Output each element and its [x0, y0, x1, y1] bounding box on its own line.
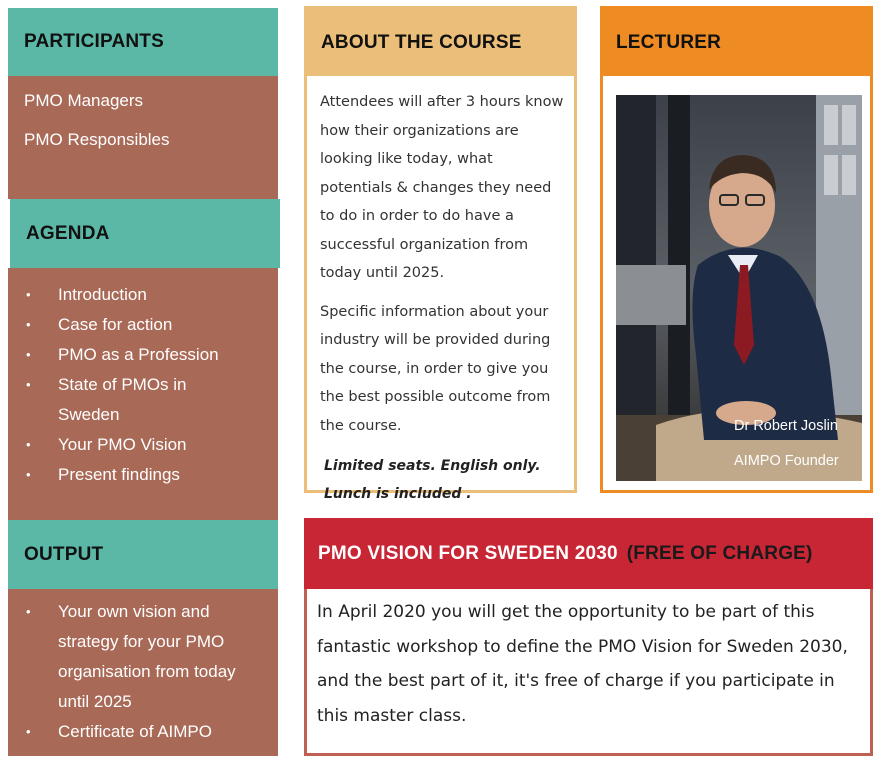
vision-text: In April 2020 you will get the opportunity to be part of this fantastic workshop to define the PMO Vision for Sweden 2030, and the best part of it, it's free of charge if you participate in this master class. [317, 602, 848, 726]
vision-card [304, 518, 873, 756]
agenda-item: • PMO as a Profession [8, 340, 278, 370]
agenda-item: • Present findings [8, 460, 278, 490]
output-item: • Certificate of AIMPO [8, 717, 278, 747]
agenda-item: • Case for action [8, 310, 278, 340]
about-paragraph-2: Specific information about your industry will be provided during the course, in order to give you the best possible outcome from the course. [320, 303, 551, 434]
about-note-lunch: Lunch is included . [324, 486, 472, 502]
about-card [304, 6, 577, 502]
participants-title: PARTICIPANTS [24, 31, 164, 52]
lecturer-header [603, 9, 870, 76]
lecturer-card [600, 6, 873, 493]
about-notes [307, 440, 574, 508]
output-title: OUTPUT [24, 543, 104, 565]
output-header [8, 520, 278, 589]
output-list [8, 597, 278, 747]
agenda-item: • Introduction [8, 280, 278, 310]
about-paragraph-1: Attendees will after 3 hours know how their organizations are looking like today, what potentials & changes they need to do in order to do have a successful organization from today until 2025. [320, 94, 564, 281]
agenda-item: • Your PMO Vision [8, 430, 278, 460]
about-body [307, 76, 574, 440]
lecturer-title: LECTURER [616, 31, 722, 53]
output-item: • Your own vision and strategy for your PMO organisation from today until 2025 [8, 597, 278, 717]
participant-item: PMO Responsibles [24, 130, 170, 149]
agenda-title: AGENDA [26, 222, 110, 244]
vision-header [304, 518, 873, 589]
lecturer-photo [616, 95, 862, 481]
lecturer-role: AIMPO Founder [734, 453, 839, 469]
lecturer-name: Dr Robert Joslin [734, 418, 838, 434]
vision-subtitle: (FREE OF CHARGE) [626, 542, 813, 564]
agenda-list [8, 280, 278, 490]
about-title: ABOUT THE COURSE [321, 31, 522, 53]
agenda-item: • State of PMOs in Sweden [8, 370, 278, 430]
about-header [307, 9, 574, 76]
output-list-panel [8, 589, 278, 756]
vision-title: PMO VISION FOR SWEDEN 2030 [318, 542, 618, 564]
about-note-seats: Limited seats. English only. [324, 458, 541, 474]
agenda-header [10, 199, 280, 268]
participant-item: PMO Managers [24, 91, 144, 110]
participants-list [8, 76, 278, 199]
agenda-list-panel [8, 268, 278, 520]
participants-header [8, 8, 278, 76]
